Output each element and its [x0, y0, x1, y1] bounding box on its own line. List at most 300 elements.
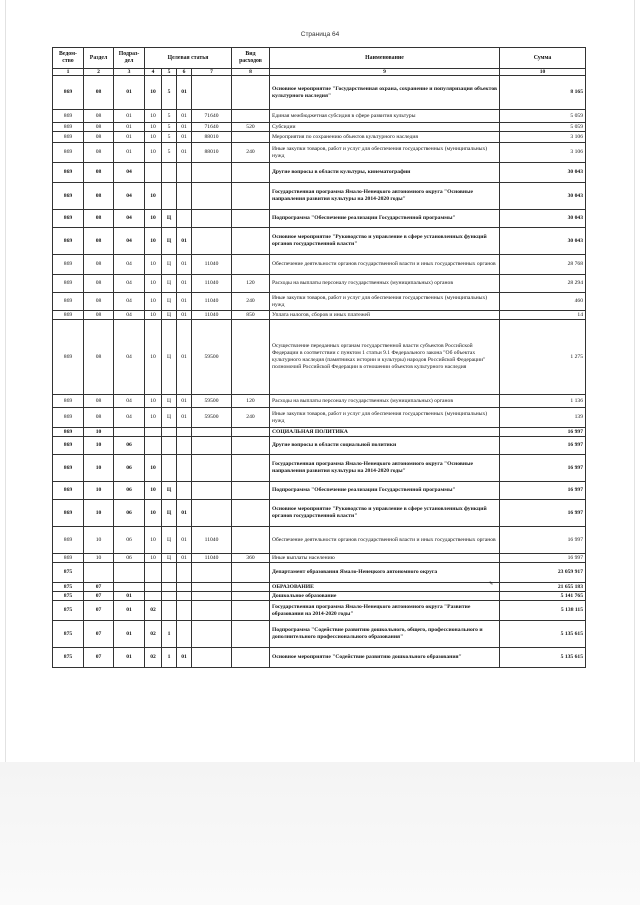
- row-expense-type: [232, 76, 270, 110]
- row-target-code: [192, 437, 232, 455]
- row-target-subprogram: [162, 428, 177, 437]
- row-target-program: 10: [145, 320, 162, 395]
- row-target-event: [177, 563, 192, 583]
- row-target-event: [177, 482, 192, 500]
- table-row: [53, 500, 586, 527]
- row-sum: 23 059 917: [500, 563, 586, 583]
- row-sum: 30 043: [500, 183, 586, 210]
- row-target-event: [177, 163, 192, 183]
- row-subsection: 04: [114, 311, 145, 320]
- row-target-program: 10: [145, 500, 162, 527]
- row-name: Подпрограмма "Содействие развитию дошкольного, общего, профессионального и дополнительного профессионального образования": [270, 621, 500, 648]
- row-target-event: 01: [177, 275, 192, 293]
- column-number-row: [53, 69, 586, 76]
- table-row: [53, 527, 586, 554]
- row-expense-type: [232, 437, 270, 455]
- row-expense-type: 360: [232, 554, 270, 563]
- table-row: [53, 408, 586, 428]
- row-target-code: 11040: [192, 311, 232, 320]
- row-target-event: 01: [177, 527, 192, 554]
- row-target-code: 59500: [192, 395, 232, 408]
- row-target-code: [192, 563, 232, 583]
- table-row: [53, 123, 586, 132]
- row-name: Обеспечение деятельности органов государственной власти и иных государственных органов: [270, 255, 500, 275]
- row-dept: 869: [53, 455, 84, 482]
- row-name: Обеспечение деятельности органов государственной власти и иных государственных органов: [270, 527, 500, 554]
- row-target-program: 02: [145, 648, 162, 668]
- row-name: Государственная программа Ямало-Ненецкого автономного округа "Развитие образования на 2014-2020 годы": [270, 601, 500, 621]
- table-row: [53, 455, 586, 482]
- row-section: 08: [84, 228, 114, 255]
- row-target-subprogram: [162, 455, 177, 482]
- row-name: Подпрограмма "Обеспечение реализации Государственной программы": [270, 210, 500, 228]
- row-dept: 869: [53, 163, 84, 183]
- row-dept: 869: [53, 123, 84, 132]
- row-section: 08: [84, 143, 114, 163]
- row-sum: 3 106: [500, 143, 586, 163]
- row-target-program: 10: [145, 395, 162, 408]
- row-section: 10: [84, 500, 114, 527]
- row-target-code: 71640: [192, 123, 232, 132]
- row-dept: 869: [53, 143, 84, 163]
- row-target-program: [145, 583, 162, 592]
- row-sum: 5 138 115: [500, 601, 586, 621]
- row-dept: 869: [53, 275, 84, 293]
- row-target-subprogram: Ц: [162, 554, 177, 563]
- table-row: [53, 311, 586, 320]
- row-section: 08: [84, 293, 114, 311]
- table-row: [53, 437, 586, 455]
- row-section: 10: [84, 428, 114, 437]
- row-target-program: [145, 563, 162, 583]
- header-subsection: Подраз-дел: [114, 48, 145, 69]
- table-row: [53, 143, 586, 163]
- row-target-program: 10: [145, 275, 162, 293]
- row-target-code: 88010: [192, 143, 232, 163]
- row-target-subprogram: [162, 601, 177, 621]
- row-sum: 1 136: [500, 395, 586, 408]
- table-row: [53, 275, 586, 293]
- table-row: [53, 228, 586, 255]
- row-sum: 16 997: [500, 554, 586, 563]
- row-target-event: 01: [177, 408, 192, 428]
- row-sum: 139: [500, 408, 586, 428]
- row-name: Единая межбюджетная субсидия в сфере развития культуры: [270, 110, 500, 123]
- row-sum: 28 768: [500, 255, 586, 275]
- row-target-event: 01: [177, 228, 192, 255]
- row-sum: 30 043: [500, 228, 586, 255]
- row-target-program: 10: [145, 408, 162, 428]
- table-row: [53, 601, 586, 621]
- col-number: 9: [270, 69, 500, 76]
- row-sum: 30 043: [500, 210, 586, 228]
- row-target-program: 10: [145, 482, 162, 500]
- row-section: 10: [84, 482, 114, 500]
- row-sum: 5 135 615: [500, 648, 586, 668]
- table-row: [53, 554, 586, 563]
- row-target-event: 01: [177, 76, 192, 110]
- row-target-program: [145, 428, 162, 437]
- row-subsection: 04: [114, 255, 145, 275]
- row-target-event: [177, 601, 192, 621]
- row-sum: 5 059: [500, 123, 586, 132]
- row-section: 08: [84, 163, 114, 183]
- row-name: Основное мероприятие "Содействие развитию дошкольного образования": [270, 648, 500, 668]
- row-subsection: 04: [114, 293, 145, 311]
- col-number: 7: [192, 69, 232, 76]
- row-section: 08: [84, 395, 114, 408]
- row-target-code: 59500: [192, 320, 232, 395]
- row-sum: 16 997: [500, 428, 586, 437]
- row-name: Государственная программа Ямало-Ненецкого автономного округа "Основные направления развития культуры на 2014-2020 годы": [270, 455, 500, 482]
- col-number: 4: [145, 69, 162, 76]
- row-target-event: 01: [177, 500, 192, 527]
- row-subsection: 04: [114, 183, 145, 210]
- row-dept: 869: [53, 428, 84, 437]
- row-name: Дошкольное образование: [270, 592, 500, 601]
- header-sum: Сумма: [500, 48, 586, 69]
- page-header: Страница 64: [300, 31, 340, 38]
- table-row: [53, 293, 586, 311]
- row-target-program: 10: [145, 123, 162, 132]
- row-section: 08: [84, 255, 114, 275]
- row-expense-type: [232, 601, 270, 621]
- table-row: [53, 183, 586, 210]
- row-name: ОБРАЗОВАНИЕ: [270, 583, 500, 592]
- row-name: СОЦИАЛЬНАЯ ПОЛИТИКА: [270, 428, 500, 437]
- row-target-subprogram: 1: [162, 648, 177, 668]
- row-dept: 869: [53, 110, 84, 123]
- col-number: 1: [53, 69, 84, 76]
- header-target: Целевая статья: [145, 48, 232, 69]
- row-target-subprogram: Ц: [162, 527, 177, 554]
- row-target-code: [192, 500, 232, 527]
- row-section: 08: [84, 123, 114, 132]
- row-target-code: [192, 621, 232, 648]
- row-target-code: [192, 228, 232, 255]
- row-dept: 869: [53, 255, 84, 275]
- col-number: 10: [500, 69, 586, 76]
- row-expense-type: [232, 563, 270, 583]
- row-sum: 5 135 615: [500, 621, 586, 648]
- row-expense-type: 240: [232, 143, 270, 163]
- row-expense-type: 240: [232, 293, 270, 311]
- row-dept: 875: [53, 648, 84, 668]
- row-name: Субсидии: [270, 123, 500, 132]
- row-sum: 21 655 183: [500, 583, 586, 592]
- row-dept: 869: [53, 408, 84, 428]
- row-target-event: 01: [177, 132, 192, 143]
- row-target-program: [145, 163, 162, 183]
- row-section: 08: [84, 320, 114, 395]
- row-target-subprogram: 5: [162, 110, 177, 123]
- row-dept: 875: [53, 583, 84, 592]
- row-name: Расходы на выплаты персоналу государственных (муниципальных) органов: [270, 275, 500, 293]
- table-row: [53, 648, 586, 668]
- row-expense-type: 520: [232, 123, 270, 132]
- row-subsection: 06: [114, 455, 145, 482]
- row-target-subprogram: Ц: [162, 210, 177, 228]
- col-number: 8: [232, 69, 270, 76]
- row-target-code: [192, 76, 232, 110]
- row-target-code: 59500: [192, 408, 232, 428]
- row-sum: 30 043: [500, 163, 586, 183]
- row-expense-type: [232, 455, 270, 482]
- row-target-code: [192, 648, 232, 668]
- row-section: 08: [84, 210, 114, 228]
- row-target-program: 02: [145, 601, 162, 621]
- row-expense-type: [232, 500, 270, 527]
- row-expense-type: [232, 132, 270, 143]
- row-target-subprogram: Ц: [162, 408, 177, 428]
- row-expense-type: [232, 210, 270, 228]
- table-row: [53, 621, 586, 648]
- row-dept: 869: [53, 210, 84, 228]
- row-target-program: 02: [145, 621, 162, 648]
- table-row: [53, 132, 586, 143]
- row-section: 07: [84, 601, 114, 621]
- row-name: Департамент образования Ямало-Ненецкого автономного округа: [270, 563, 500, 583]
- table-row: [53, 320, 586, 395]
- row-section: 07: [84, 648, 114, 668]
- row-name: Уплата налогов, сборов и иных платежей: [270, 311, 500, 320]
- row-subsection: 04: [114, 210, 145, 228]
- row-dept: 869: [53, 293, 84, 311]
- row-subsection: 01: [114, 123, 145, 132]
- row-target-code: [192, 210, 232, 228]
- row-dept: 869: [53, 183, 84, 210]
- row-expense-type: [232, 621, 270, 648]
- row-expense-type: [232, 527, 270, 554]
- row-target-subprogram: 1: [162, 621, 177, 648]
- header-section: Раздел: [84, 48, 114, 69]
- row-name: Осуществление переданных органам государственной власти субъектов Российской Федерации в соответствии с пунктом 1 статьи 9.1 Федерального закона "Об объектах культурного наследия (памятниках истории и культуры) народов Российской Федерации" полномочий Российской Федерации в отношении объектов культурного наследия: [270, 320, 500, 395]
- row-target-subprogram: [162, 183, 177, 210]
- row-target-event: 01: [177, 110, 192, 123]
- row-name: Иные закупки товаров, работ и услуг для обеспечения государственных (муниципальных) нужд: [270, 408, 500, 428]
- row-sum: 16 997: [500, 482, 586, 500]
- row-name: Мероприятия по сохранению объектов культурного наследия: [270, 132, 500, 143]
- row-target-code: [192, 455, 232, 482]
- row-subsection: 04: [114, 320, 145, 395]
- row-target-program: 10: [145, 527, 162, 554]
- row-target-code: 11040: [192, 554, 232, 563]
- row-target-code: 11040: [192, 275, 232, 293]
- row-target-event: 01: [177, 123, 192, 132]
- row-target-subprogram: Ц: [162, 311, 177, 320]
- row-target-program: 10: [145, 110, 162, 123]
- row-name: Подпрограмма "Обеспечение реализации Государственной программы": [270, 482, 500, 500]
- row-section: 10: [84, 455, 114, 482]
- row-subsection: 04: [114, 395, 145, 408]
- row-expense-type: 120: [232, 275, 270, 293]
- row-target-event: 01: [177, 311, 192, 320]
- row-name: Государственная программа Ямало-Ненецкого автономного округа "Основные направления развития культуры на 2014-2020 годы": [270, 183, 500, 210]
- row-sum: 3 106: [500, 132, 586, 143]
- table-row: [53, 428, 586, 437]
- row-subsection: 01: [114, 132, 145, 143]
- row-target-subprogram: Ц: [162, 293, 177, 311]
- row-target-event: 01: [177, 320, 192, 395]
- row-target-program: 10: [145, 554, 162, 563]
- col-number: 2: [84, 69, 114, 76]
- row-target-program: 10: [145, 183, 162, 210]
- row-target-subprogram: 5: [162, 123, 177, 132]
- row-dept: 869: [53, 527, 84, 554]
- row-expense-type: [232, 110, 270, 123]
- row-section: 08: [84, 76, 114, 110]
- table-row: [53, 255, 586, 275]
- row-target-event: [177, 183, 192, 210]
- row-target-event: 01: [177, 395, 192, 408]
- row-sum: 16 997: [500, 527, 586, 554]
- row-dept: 869: [53, 311, 84, 320]
- row-sum: 16 997: [500, 500, 586, 527]
- row-target-subprogram: [162, 583, 177, 592]
- row-section: 07: [84, 583, 114, 592]
- row-expense-type: [232, 255, 270, 275]
- row-name: Иные закупки товаров, работ и услуг для обеспечения государственных (муниципальных) нужд: [270, 293, 500, 311]
- row-name: Другие вопросы в области социальной политики: [270, 437, 500, 455]
- row-sum: 5 059: [500, 110, 586, 123]
- row-dept: 875: [53, 592, 84, 601]
- row-expense-type: [232, 648, 270, 668]
- header-expense: Вид расходов: [232, 48, 270, 69]
- row-target-code: 88010: [192, 132, 232, 143]
- row-dept: 869: [53, 500, 84, 527]
- row-target-code: 11040: [192, 255, 232, 275]
- row-sum: 5 141 765: [500, 592, 586, 601]
- table-row: [53, 110, 586, 123]
- row-sum: 460: [500, 293, 586, 311]
- row-dept: 869: [53, 228, 84, 255]
- row-section: 08: [84, 110, 114, 123]
- row-sum: 14: [500, 311, 586, 320]
- row-target-event: [177, 428, 192, 437]
- row-target-code: [192, 163, 232, 183]
- row-section: 08: [84, 311, 114, 320]
- header-name: Наименование: [270, 48, 500, 69]
- table-row: [53, 76, 586, 110]
- row-target-event: [177, 592, 192, 601]
- row-dept: 869: [53, 554, 84, 563]
- table-row: [53, 395, 586, 408]
- row-subsection: 06: [114, 527, 145, 554]
- table-row: [53, 163, 586, 183]
- row-name: Иные выплаты населению: [270, 554, 500, 563]
- row-dept: 869: [53, 132, 84, 143]
- row-name: Основное мероприятие "Руководство и управление в сфере установленных функций органов государственной власти": [270, 500, 500, 527]
- row-target-subprogram: Ц: [162, 395, 177, 408]
- row-dept: 869: [53, 437, 84, 455]
- row-subsection: 06: [114, 554, 145, 563]
- row-subsection: [114, 563, 145, 583]
- row-section: 08: [84, 132, 114, 143]
- row-target-program: 10: [145, 455, 162, 482]
- row-target-subprogram: Ц: [162, 228, 177, 255]
- row-subsection: 01: [114, 143, 145, 163]
- row-target-code: [192, 183, 232, 210]
- row-target-subprogram: Ц: [162, 255, 177, 275]
- table-row: [53, 210, 586, 228]
- row-subsection: 01: [114, 621, 145, 648]
- row-subsection: 04: [114, 228, 145, 255]
- row-expense-type: 120: [232, 395, 270, 408]
- row-target-program: 10: [145, 228, 162, 255]
- row-expense-type: [232, 163, 270, 183]
- row-subsection: 04: [114, 408, 145, 428]
- row-target-event: 01: [177, 293, 192, 311]
- row-target-event: 01: [177, 554, 192, 563]
- row-dept: 869: [53, 395, 84, 408]
- row-target-subprogram: Ц: [162, 500, 177, 527]
- row-target-code: 11040: [192, 293, 232, 311]
- row-target-event: [177, 583, 192, 592]
- row-sum: 16 997: [500, 455, 586, 482]
- row-target-program: 10: [145, 210, 162, 228]
- table-row: [53, 583, 586, 592]
- row-target-subprogram: Ц: [162, 320, 177, 395]
- row-expense-type: [232, 592, 270, 601]
- row-target-program: 10: [145, 143, 162, 163]
- row-sum: 1 275: [500, 320, 586, 395]
- row-expense-type: [232, 428, 270, 437]
- row-subsection: [114, 583, 145, 592]
- header-dept: Ведом-ство: [53, 48, 84, 69]
- row-dept: 869: [53, 76, 84, 110]
- row-target-subprogram: 5: [162, 132, 177, 143]
- row-section: 10: [84, 527, 114, 554]
- row-section: 10: [84, 437, 114, 455]
- row-name: Иные закупки товаров, работ и услуг для обеспечения государственных (муниципальных) нужд: [270, 143, 500, 163]
- row-dept: 869: [53, 482, 84, 500]
- row-name: Расходы на выплаты персоналу государственных (муниципальных) органов: [270, 395, 500, 408]
- pen-mark: ✎: [489, 582, 494, 587]
- row-target-program: 10: [145, 132, 162, 143]
- row-target-event: [177, 210, 192, 228]
- row-target-subprogram: 5: [162, 143, 177, 163]
- row-subsection: 01: [114, 592, 145, 601]
- row-subsection: [114, 428, 145, 437]
- row-sum: 16 997: [500, 437, 586, 455]
- row-subsection: 01: [114, 601, 145, 621]
- row-target-subprogram: Ц: [162, 482, 177, 500]
- row-expense-type: 240: [232, 408, 270, 428]
- row-target-code: 71640: [192, 110, 232, 123]
- row-target-subprogram: 5: [162, 76, 177, 110]
- col-number: 3: [114, 69, 145, 76]
- row-subsection: 06: [114, 482, 145, 500]
- row-subsection: 01: [114, 76, 145, 110]
- table-row: [53, 592, 586, 601]
- row-target-code: [192, 482, 232, 500]
- row-name: Основное мероприятие "Руководство и управление в сфере установленных функций органов государственной власти": [270, 228, 500, 255]
- row-sum: 28 294: [500, 275, 586, 293]
- col-number: 6: [177, 69, 192, 76]
- table-row: [53, 563, 586, 583]
- row-name: Другие вопросы в области культуры, кинематографии: [270, 163, 500, 183]
- row-section: 10: [84, 554, 114, 563]
- row-section: 08: [84, 275, 114, 293]
- row-subsection: 04: [114, 163, 145, 183]
- row-target-code: [192, 428, 232, 437]
- row-target-subprogram: [162, 437, 177, 455]
- row-target-event: 01: [177, 648, 192, 668]
- row-target-event: [177, 621, 192, 648]
- row-target-code: [192, 601, 232, 621]
- row-subsection: 01: [114, 110, 145, 123]
- row-target-program: 10: [145, 76, 162, 110]
